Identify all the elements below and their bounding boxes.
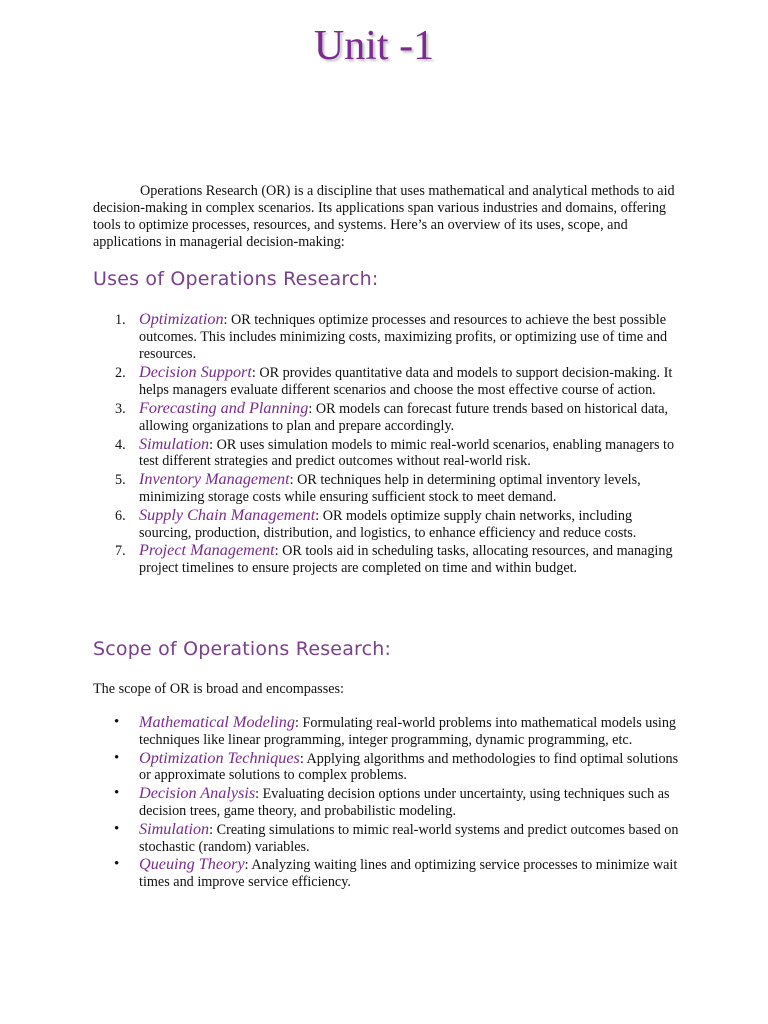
list-item (93, 821, 683, 856)
uses-list (93, 311, 683, 577)
item-term: Decision Analysis (139, 784, 256, 803)
bullet-icon: • (114, 820, 120, 837)
item-term: Mathematical Modeling (139, 713, 295, 731)
bullet-icon: • (114, 749, 120, 766)
bullet-icon: • (114, 856, 120, 873)
item-text: : OR tools aid in scheduling tasks, allocating resources, and managing project timelines to ensure projects are completed on time and within budget. (139, 543, 673, 577)
scope-intro: The scope of OR is broad and encompasses: (93, 681, 344, 697)
item-text: : Analyzing waiting lines and optimizing service processes to minimize wait times and improve service efficiency. (139, 857, 678, 891)
list-item (93, 856, 683, 891)
item-term: Forecasting and Planning (139, 398, 309, 417)
list-item (93, 542, 683, 577)
item-term: Supply Chain Management (139, 505, 316, 524)
list-item (93, 714, 683, 749)
list-item (93, 785, 683, 820)
item-term: Decision Support (139, 363, 252, 382)
bullet-icon: • (114, 785, 120, 802)
item-term: Optimization Techniques (139, 748, 300, 767)
item-term: Queuing Theory (139, 855, 245, 874)
item-text: : Applying algorithms and methodologies to find optimal solutions or approximate solutions to complex problems. (139, 750, 679, 784)
list-number: 6. (115, 507, 126, 524)
scope-list (93, 714, 683, 891)
item-term: Inventory Management (139, 470, 290, 489)
item-term: Project Management (139, 541, 275, 560)
list-number: 7. (115, 543, 126, 560)
list-item (93, 311, 683, 362)
uses-heading: Uses of Operations Research: (93, 268, 379, 290)
list-item (93, 364, 683, 399)
item-term: Simulation (139, 434, 210, 453)
list-item (93, 507, 683, 542)
document-title: Unit -1 (313, 23, 435, 69)
list-item (93, 436, 683, 471)
item-text: : Evaluating decision options under uncertainty, using techniques such as decision trees, game theory, and probabilistic modeling. (139, 786, 670, 819)
item-text: : Creating simulations to mimic real-world systems and predict outcomes based on stochastic (random) variables. (139, 821, 679, 855)
list-item (93, 750, 683, 785)
list-number: 5. (115, 472, 126, 489)
item-text: : OR techniques help in determining optimal inventory levels, minimizing storage costs while ensuring sufficient stock to meet demand. (139, 472, 641, 505)
list-number: 3. (115, 400, 126, 417)
scope-heading: Scope of Operations Research: (93, 638, 392, 660)
list-number: 4. (115, 436, 126, 453)
item-text: : OR models optimize supply chain networks, including sourcing, production, distribution, and logistics, to enhance efficiency and reduce costs. (139, 507, 637, 541)
item-text: : OR models can forecast future trends based on historical data, allowing organizations to plan and prepare accordingly. (139, 400, 669, 434)
item-term: Optimization (139, 310, 224, 328)
item-text: : OR techniques optimize processes and resources to achieve the best possible outcomes. This includes minimizing costs, maximizing profits, or optimizing use of time and resources. (139, 312, 668, 362)
item-term: Simulation (139, 819, 210, 838)
item-text: : OR uses simulation models to mimic real-world scenarios, enabling managers to test different strategies and predict outcomes without real-world risk. (139, 436, 675, 470)
bullet-icon: • (114, 714, 120, 730)
list-number: 1. (115, 312, 126, 328)
intro-paragraph: Operations Research (OR) is a discipline that uses mathematical and analytical methods to aid decision-making in complex scenarios. Its applications span various industries and domains, offering tools to optimize processes, resources, and systems. Here’s an overview of its uses, scope, and applications in managerial decision-making: (93, 183, 675, 250)
item-text: : Formulating real-world problems into mathematical models using techniques like linear programming, integer programming, dynamic programming, etc. (139, 715, 677, 748)
list-item (93, 471, 683, 506)
list-number: 2. (115, 365, 126, 382)
list-item (93, 400, 683, 435)
item-text: : OR provides quantitative data and models to support decision-making. It helps managers evaluate different scenarios and choose the most effective course of action. (139, 365, 673, 399)
